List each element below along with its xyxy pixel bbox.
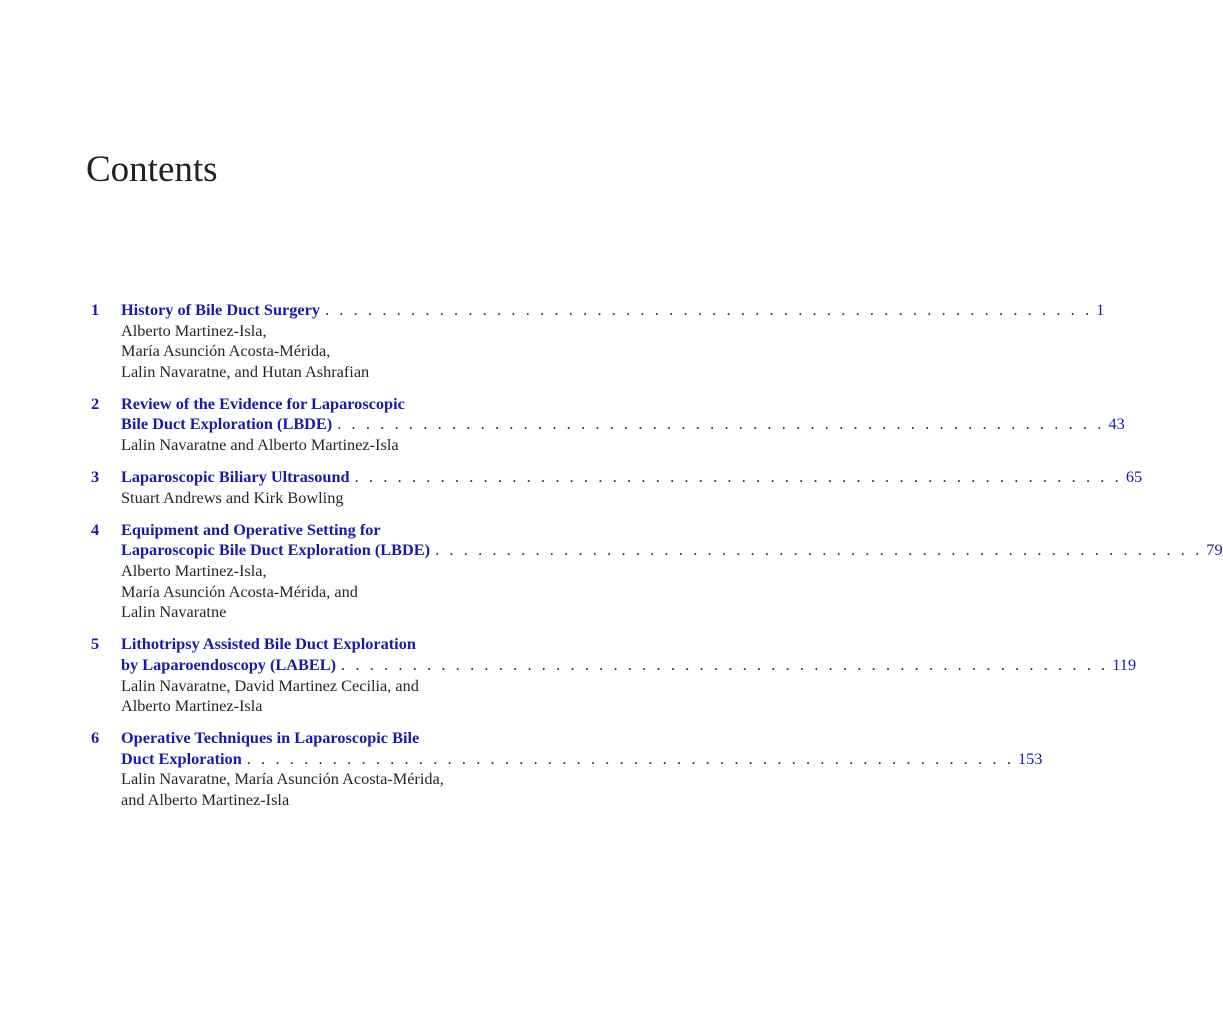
chapter-author-line: Lalin Navaratne, and Hutan Ashrafian <box>121 361 370 381</box>
chapter-author-line: Stuart Andrews and Kirk Bowling <box>121 487 344 507</box>
leader-dots: . . . . . . . . . . . . . . . . . . . . . . . . . . . . . . . . . . . . . . . . . . . . . . . . . . . . . . <box>324 300 1093 319</box>
chapter-title-line <box>121 414 1125 435</box>
table-of-contents <box>91 300 1223 822</box>
chapter-number: 5 <box>91 634 100 654</box>
chapter-title-link[interactable]: Bile Duct Exploration (LBDE) <box>121 414 333 434</box>
toc-entry-1[interactable] <box>91 300 1105 382</box>
chapter-author-line: Lalin Navaratne, María Asunción Acosta-Mérida, <box>121 769 444 789</box>
chapter-title-line <box>121 654 1137 676</box>
chapter-title-line <box>121 300 1105 321</box>
page-number-link[interactable]: 153 <box>1018 748 1043 768</box>
leader-dots: . . . . . . . . . . . . . . . . . . . . . . . . . . . . . . . . . . . . . . . . . . . . . . . . . . . . . . <box>337 414 1105 434</box>
toc-entry-6[interactable] <box>91 728 1043 810</box>
chapter-title-link[interactable]: Lithotripsy Assisted Bile Duct Exploration <box>121 634 416 654</box>
toc-entry-4[interactable] <box>91 519 1223 623</box>
chapter-number: 4 <box>91 519 100 539</box>
chapter-title-link[interactable]: History of Bile Duct Surgery <box>121 300 320 319</box>
chapter-author-line: Lalin Navaratne, David Martinez Cecilia, and <box>121 675 419 695</box>
page-number-link[interactable]: 79 <box>1206 540 1223 560</box>
chapter-number: 6 <box>91 728 100 748</box>
chapter-number: 2 <box>91 393 100 413</box>
chapter-title-line <box>121 748 1043 770</box>
chapter-title-link[interactable]: Laparoscopic Biliary Ultrasound <box>121 467 350 487</box>
chapter-title-link[interactable]: Laparoscopic Bile Duct Exploration (LBDE) <box>121 540 431 560</box>
leader-dots: . . . . . . . . . . . . . . . . . . . . . . . . . . . . . . . . . . . . . . . . . . . . . . . . . . . . . . <box>435 540 1203 560</box>
chapter-title-link[interactable]: Equipment and Operative Setting for <box>121 519 381 539</box>
page-number-link[interactable]: 119 <box>1112 654 1137 674</box>
toc-entry-2[interactable] <box>91 393 1125 456</box>
chapter-number: 3 <box>91 467 100 487</box>
chapter-author-line: Alberto Martinez-Isla <box>121 696 263 716</box>
page-number-link[interactable]: 1 <box>1096 300 1105 319</box>
page-number-link[interactable]: 43 <box>1108 414 1125 434</box>
chapter-title-link[interactable]: Operative Techniques in Laparoscopic Bile <box>121 728 420 748</box>
leader-dots: . . . . . . . . . . . . . . . . . . . . . . . . . . . . . . . . . . . . . . . . . . . . . . . . . . . . . . <box>341 654 1109 674</box>
chapter-author-line: María Asunción Acosta-Mérida, and <box>121 581 358 601</box>
chapter-author-line: Alberto Martinez-Isla, <box>121 561 267 581</box>
leader-dots: . . . . . . . . . . . . . . . . . . . . . . . . . . . . . . . . . . . . . . . . . . . . . . . . . . . . . . <box>246 748 1014 768</box>
chapter-author-line: Lalin Navaratne and Alberto Martinez-Isla <box>121 435 399 455</box>
page-number-link[interactable]: 65 <box>1125 467 1143 487</box>
chapter-author-line: Alberto Martinez-Isla, <box>121 320 267 340</box>
chapter-number: 1 <box>91 300 100 319</box>
toc-entry-3[interactable] <box>91 467 1143 508</box>
chapter-title-line <box>121 540 1223 561</box>
chapter-author-line: and Alberto Martinez-Isla <box>121 789 290 809</box>
chapter-author-line: María Asunción Acosta-Mérida, <box>121 341 331 361</box>
toc-entry-5[interactable] <box>91 634 1137 716</box>
chapter-title-link[interactable]: by Laparoendoscopy (LABEL) <box>121 654 337 674</box>
chapter-author-line: Lalin Navaratne <box>121 602 227 622</box>
chapter-title-link[interactable]: Duct Exploration <box>121 748 242 768</box>
chapter-title-link[interactable]: Review of the Evidence for Laparoscopic <box>121 393 405 413</box>
chapter-title-line <box>121 467 1143 488</box>
page-title: Contents <box>86 149 218 190</box>
leader-dots: . . . . . . . . . . . . . . . . . . . . . . . . . . . . . . . . . . . . . . . . . . . . . . . . . . . . . . <box>354 467 1122 487</box>
